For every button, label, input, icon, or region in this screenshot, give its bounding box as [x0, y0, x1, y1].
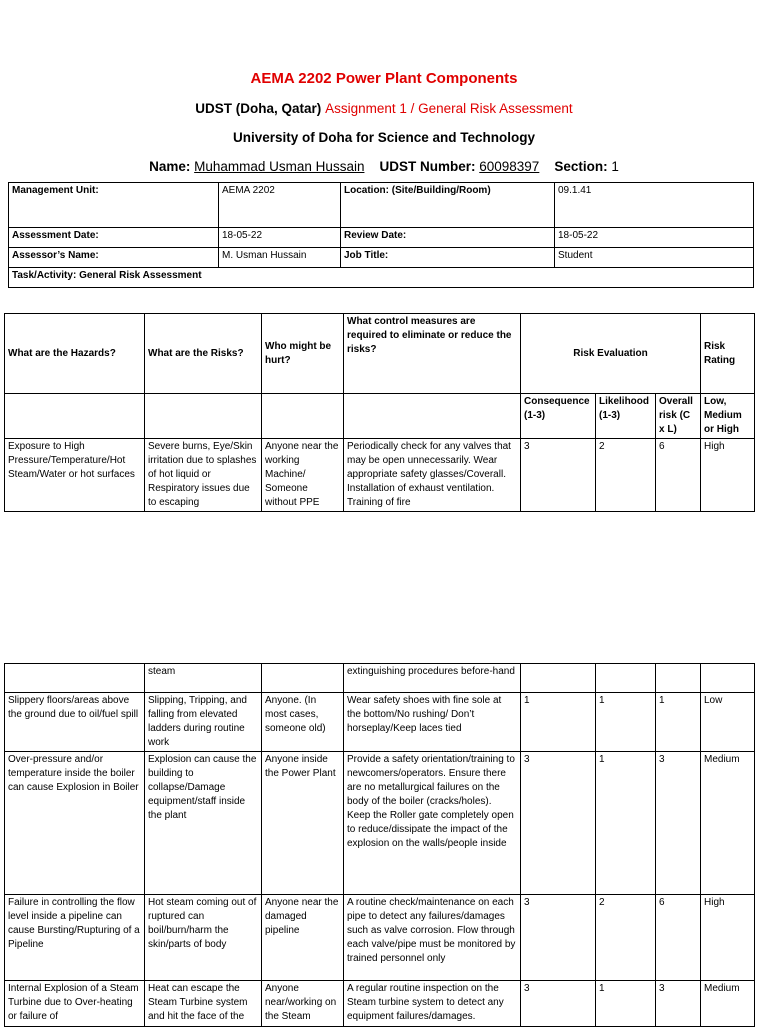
rating-cell: Medium: [701, 752, 755, 895]
consequence-cell: 1: [521, 693, 596, 752]
risk-cell: Slipping, Tripping, and falling from elevated ladders during routine work: [145, 693, 262, 752]
job-title-label: Job Title:: [341, 248, 555, 268]
overall-header: Overall risk (C x L): [656, 394, 701, 439]
risk-cell: Explosion can cause the building to collapse/Damage equipment/staff inside the plant: [145, 752, 262, 895]
who-cell: Anyone near/working on the Steam: [262, 981, 344, 1027]
course-title: AEMA 2202 Power Plant Components: [250, 70, 518, 87]
overall-cell: 3: [656, 981, 701, 1027]
rating-cell: [701, 664, 755, 693]
consequence-cell: [521, 664, 596, 693]
student-line: [0, 159, 768, 174]
likelihood-cell: 1: [596, 693, 656, 752]
number-label: UDST Number:: [379, 159, 476, 174]
consequence-cell: 3: [521, 752, 596, 895]
overall-cell: 3: [656, 752, 701, 895]
institution-location: UDST (Doha, Qatar): [195, 101, 322, 116]
hazard-cell: Failure in controlling the flow level inside a pipeline can cause Bursting/Rupturing of a Pipeline: [5, 895, 145, 981]
overall-cell: [656, 664, 701, 693]
control-cell: A regular routine inspection on the Steam turbine system to detect any equipment failures/damages.: [344, 981, 521, 1027]
control-cell: extinguishing procedures before-hand: [344, 664, 521, 693]
risk-cell: Heat can escape the Steam Turbine system and hit the face of the: [145, 981, 262, 1027]
table-row: [5, 752, 755, 895]
hazards-header: What are the Hazards?: [5, 314, 145, 394]
rating-levels-header: Low, Medium or High: [701, 394, 755, 439]
name-label: Name:: [149, 159, 191, 174]
section-label: Section:: [554, 159, 608, 174]
location-label: Location: (Site/Building/Room): [341, 183, 555, 228]
management-unit-value: AEMA 2202: [219, 183, 341, 228]
assignment-line: [0, 101, 768, 116]
who-cell: [262, 664, 344, 693]
review-date-value: 18-05-22: [555, 228, 754, 248]
controls-header: What control measures are required to eliminate or reduce the risks?: [344, 314, 521, 394]
table-row: [5, 664, 755, 693]
who-cell: Anyone. (In most cases, someone old): [262, 693, 344, 752]
consequence-cell: 3: [521, 439, 596, 512]
overall-cell: 6: [656, 895, 701, 981]
likelihood-cell: 2: [596, 895, 656, 981]
likelihood-cell: 1: [596, 981, 656, 1027]
overall-cell: 1: [656, 693, 701, 752]
student-name: Muhammad Usman Hussain: [194, 159, 365, 174]
assessor-value: M. Usman Hussain: [219, 248, 341, 268]
overall-cell: 6: [656, 439, 701, 512]
control-cell: A routine check/maintenance on each pipe to detect any failures/damages such as valve corrosion. Flow through each valve/pipe must be monitored by trained personnel only: [344, 895, 521, 981]
hazard-cell: Internal Explosion of a Steam Turbine due to Over-heating or failure of: [5, 981, 145, 1027]
rating-cell: Medium: [701, 981, 755, 1027]
rating-header: Risk Rating: [701, 314, 755, 394]
control-cell: Provide a safety orientation/training to newcomers/operators. Ensure there are no metallurgical failures on the body of the boiler (cracks/holes). Keep the Roller gate completely open to reduce/dissipate the impact of the explosion on the walls/people inside: [344, 752, 521, 895]
hazard-cell: Over-pressure and/or temperature inside the boiler can cause Explosion in Boiler: [5, 752, 145, 895]
likelihood-cell: [596, 664, 656, 693]
likelihood-cell: 1: [596, 752, 656, 895]
likelihood-header: Likelihood (1-3): [596, 394, 656, 439]
job-title-value: Student: [555, 248, 754, 268]
review-date-label: Review Date:: [341, 228, 555, 248]
hazard-cell: Slippery floors/areas above the ground due to oil/fuel spill: [5, 693, 145, 752]
assignment-title: Assignment 1 / General Risk Assessment: [325, 101, 573, 116]
table-row: [5, 981, 755, 1027]
likelihood-cell: 2: [596, 439, 656, 512]
table-row: [5, 895, 755, 981]
table-row: [5, 693, 755, 752]
rating-cell: High: [701, 895, 755, 981]
risks-header: What are the Risks?: [145, 314, 262, 394]
consequence-header: Consequence (1-3): [521, 394, 596, 439]
risk-table-page-2: [4, 663, 755, 1027]
rating-cell: High: [701, 439, 755, 512]
risk-cell: steam: [145, 664, 262, 693]
who-cell: Anyone near the working Machine/ Someone without PPE: [262, 439, 344, 512]
university-name: University of Doha for Science and Technology: [232, 130, 536, 145]
hazard-cell: [5, 664, 145, 693]
table-row: [5, 439, 755, 512]
task-value: General Risk Assessment: [79, 270, 202, 281]
risk-cell: Hot steam coming out of ruptured can boil/burn/harm the skin/parts of body: [145, 895, 262, 981]
task-label: Task/Activity:: [12, 270, 77, 281]
management-unit-label: Management Unit:: [9, 183, 219, 228]
section-value: 1: [611, 159, 619, 174]
hazard-cell: Exposure to High Pressure/Temperature/Hot Steam/Water or hot surfaces: [5, 439, 145, 512]
consequence-cell: 3: [521, 895, 596, 981]
assessment-date-value: 18-05-22: [219, 228, 341, 248]
risk-table-page-1: [4, 313, 755, 512]
assessment-date-label: Assessment Date:: [9, 228, 219, 248]
task-row: [9, 268, 754, 288]
who-cell: Anyone near the damaged pipeline: [262, 895, 344, 981]
who-header: Who might be hurt?: [262, 314, 344, 394]
location-value: 09.1.41: [555, 183, 754, 228]
info-table: [8, 182, 754, 288]
rating-cell: Low: [701, 693, 755, 752]
control-cell: Wear safety shoes with fine sole at the bottom/No rushing/ Don’t horseplay/Keep laces tied: [344, 693, 521, 752]
consequence-cell: 3: [521, 981, 596, 1027]
evaluation-header: Risk Evaluation: [521, 314, 701, 394]
student-number: 60098397: [479, 159, 540, 174]
control-cell: Periodically check for any valves that may be open unnecessarily. Wear appropriate safety glasses/Coverall. Installation of exhaust ventilation. Training of fire: [344, 439, 521, 512]
who-cell: Anyone inside the Power Plant: [262, 752, 344, 895]
risk-cell: Severe burns, Eye/Skin irritation due to splashes of hot liquid or Respiratory issues due to escaping: [145, 439, 262, 512]
assessor-label: Assessor’s Name:: [9, 248, 219, 268]
